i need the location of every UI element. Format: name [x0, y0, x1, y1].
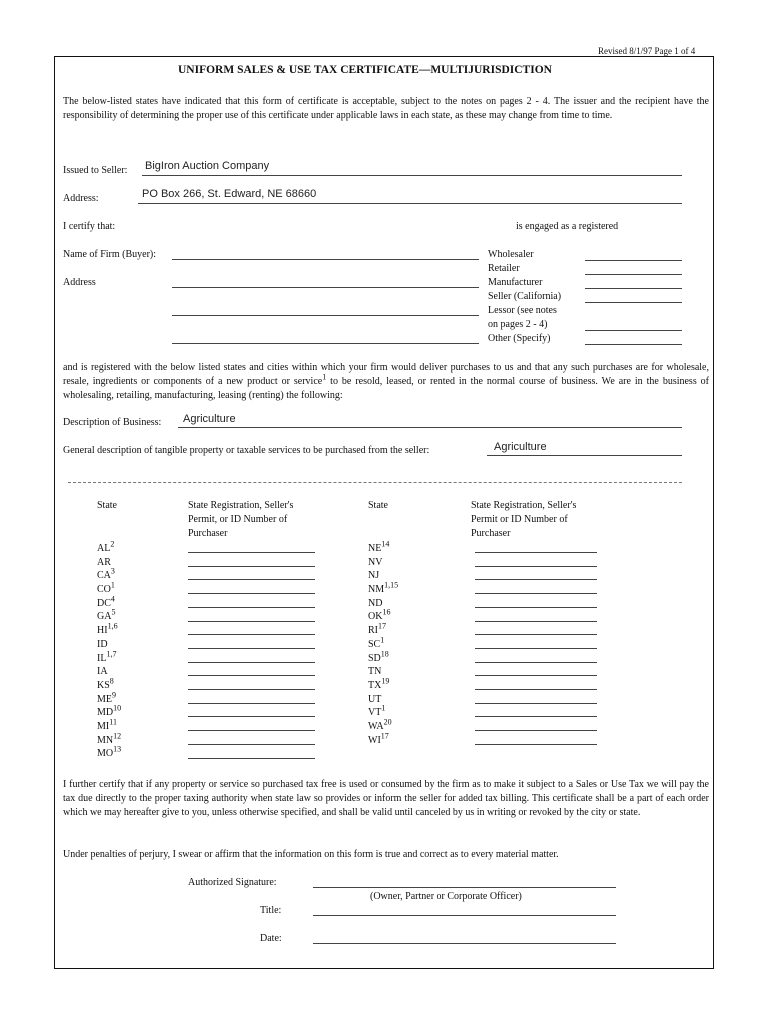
state-al — [97, 539, 121, 556]
state-code: CO — [97, 584, 111, 596]
reg-header-right-1: State Registration, Seller's — [471, 500, 577, 511]
reg-header-right-3: Purchaser — [471, 528, 511, 539]
date-line[interactable] — [313, 943, 616, 944]
state-note-ref: 17 — [380, 731, 389, 741]
state-code: IL — [97, 652, 107, 664]
state-ca — [97, 569, 121, 583]
further-certify-paragraph: I further certify that if any property or service so purchased tax free is used or consumed by the firm as to make it subject to a Sales or Use Tax we will pay the tax due directly to the proper taxing authority when state law so provides or inform the seller for added tax billing. This certificate shall be a part of each order which we may hereafter give to you, unless otherwise specified, and shall be valid until canceled by us in writing or revoked by the city or state. — [63, 779, 709, 818]
state-note-ref: 1,15 — [384, 580, 399, 590]
manufacturer-line[interactable] — [585, 288, 682, 289]
state-nv — [368, 556, 398, 570]
general-description-value[interactable]: Agriculture — [494, 441, 547, 453]
registration-line-sd[interactable] — [475, 662, 597, 663]
retailer-line[interactable] — [585, 274, 682, 275]
state-note-ref: 1 — [380, 635, 385, 645]
state-code: HI — [97, 625, 108, 637]
state-hi — [97, 621, 121, 638]
registration-line-nv[interactable] — [475, 566, 597, 567]
state-code: TN — [368, 666, 382, 678]
address-line — [138, 203, 682, 204]
state-code: RI — [368, 625, 378, 637]
registration-line-tn[interactable] — [475, 675, 597, 676]
reg-header-left-3: Purchaser — [188, 528, 228, 539]
state-code: NV — [368, 556, 383, 568]
registration-line-il[interactable] — [188, 662, 315, 663]
state-note-ref: 3 — [110, 567, 115, 577]
state-code: WA — [368, 720, 384, 732]
perjury-statement: Under penalties of perjury, I swear or affirm that the information on this form is true and correct as to every material matter. — [63, 849, 559, 860]
state-code: NJ — [368, 570, 380, 582]
state-note-ref: 13 — [113, 744, 122, 754]
state-code: IA — [97, 666, 108, 678]
state-wi — [368, 731, 398, 748]
registration-line-al[interactable] — [188, 552, 315, 553]
registration-line-nj[interactable] — [475, 579, 597, 580]
issued-to-line — [142, 175, 682, 176]
state-note-ref: 8 — [109, 676, 114, 686]
business-type-wholesaler: Wholesaler — [488, 249, 534, 260]
state-note-ref: 14 — [381, 539, 390, 549]
business-type-manufacturer: Manufacturer — [488, 277, 543, 288]
registration-line-me[interactable] — [188, 703, 315, 704]
registration-line-mi[interactable] — [188, 730, 315, 731]
other-line[interactable] — [585, 344, 682, 345]
state-note-ref: 1,6 — [107, 621, 118, 631]
description-line — [178, 427, 682, 428]
state-code: VT — [368, 707, 382, 719]
state-note-ref: 10 — [113, 703, 122, 713]
separator-line — [68, 482, 682, 483]
general-description-label: General description of tangible property or taxable services to be purchased from the seller: — [63, 445, 430, 456]
state-note-ref: 5 — [111, 608, 116, 618]
business-type-lessor: Lessor (see notes — [488, 305, 557, 316]
state-code: UT — [368, 693, 382, 705]
address-label: Address: — [63, 193, 99, 204]
registration-line-ga[interactable] — [188, 621, 315, 622]
wholesaler-line[interactable] — [585, 260, 682, 261]
state-note-ref: 1 — [381, 703, 386, 713]
state-code: MN — [97, 734, 114, 746]
state-code: ID — [97, 638, 108, 650]
registration-line-wi[interactable] — [475, 744, 597, 745]
buyer-address-line-2[interactable] — [172, 315, 479, 316]
state-ar — [97, 556, 121, 570]
state-note-ref: 1 — [110, 580, 115, 590]
state-note-ref: 9 — [112, 690, 116, 700]
state-note-ref: 16 — [382, 608, 391, 618]
state-note-ref: 1,7 — [106, 649, 117, 659]
registration-line-nm[interactable] — [475, 593, 597, 594]
state-code: AR — [97, 556, 111, 568]
state-ks — [97, 676, 121, 693]
registered-paragraph: and is registered with the below listed states and cities within which your firm would deliver purchases to us and that any such purchases are for wholesale, resale, ingredients or components of a new product or service$^1$ to be resold, leased, or rented in the normal course of business. We are in the business of wholesaling, retailing, manufacturing, leasing (renting) the following: — [63, 362, 709, 401]
registration-line-ne[interactable] — [475, 552, 597, 553]
firm-name-label: Name of Firm (Buyer): — [63, 249, 157, 260]
registration-line-vt[interactable] — [475, 716, 597, 717]
registration-line-ks[interactable] — [188, 689, 315, 690]
state-note-ref: 11 — [109, 717, 117, 727]
firm-name-line[interactable] — [172, 259, 479, 260]
title-label: Title: — [260, 905, 282, 916]
state-il — [97, 649, 121, 666]
state-note-ref: 20 — [383, 717, 392, 727]
reg-header-left-2: Permit, or ID Number of — [188, 514, 288, 525]
state-note-ref: 19 — [381, 676, 390, 686]
engaged-text: is engaged as a registered — [516, 221, 619, 232]
authorized-signature-label: Authorized Signature: — [188, 877, 277, 888]
lessor-line[interactable] — [585, 330, 682, 331]
buyer-address-line-3[interactable] — [172, 343, 479, 344]
state-code: WI — [368, 734, 381, 746]
registration-line-mn[interactable] — [188, 744, 315, 745]
intro-paragraph: The below-listed states have indicated that this form of certificate is acceptable, subject to the notes on pages 2 - 4. The issuer and the recipient have the responsibility of determining the proper use of this certificate under applicable laws in each state, as these may change from time to time. — [63, 96, 709, 121]
registration-line-ia[interactable] — [188, 675, 315, 676]
state-code: MD — [97, 707, 114, 719]
state-note-ref: 12 — [113, 731, 122, 741]
state-nm — [368, 580, 399, 597]
registration-line-tx[interactable] — [475, 689, 597, 690]
state-sd — [368, 649, 398, 666]
issued-to-label: Issued to Seller: — [63, 165, 128, 176]
reg-header-left-1: State Registration, Seller's — [188, 500, 294, 511]
state-header-right: State — [368, 500, 388, 511]
state-mo — [97, 744, 122, 761]
state-code: NE — [368, 543, 382, 554]
buyer-address-line-1[interactable] — [172, 287, 479, 288]
form-title: UNIFORM SALES & USE TAX CERTIFICATE—MULTIJURISDICTION — [178, 64, 552, 76]
state-code: CA — [97, 570, 111, 582]
registration-line-ok[interactable] — [475, 621, 597, 622]
description-value[interactable]: Agriculture — [183, 413, 236, 425]
state-code: KS — [97, 679, 110, 691]
authorized-signature-line[interactable] — [313, 887, 616, 888]
state-code: GA — [97, 611, 112, 623]
signature-note: (Owner, Partner or Corporate Officer) — [370, 891, 522, 902]
registration-line-ut[interactable] — [475, 703, 597, 704]
state-code: DC — [97, 597, 111, 609]
reg-header-right-2: Permit or ID Number of — [471, 514, 568, 525]
revised-note: Revised 8/1/97 Page 1 of 4 — [598, 46, 696, 56]
business-type-seller-ca: Seller (California) — [488, 291, 562, 302]
title-line[interactable] — [313, 915, 616, 916]
state-note-ref: 18 — [380, 649, 389, 659]
state-code: AL — [97, 543, 111, 554]
registration-line-hi[interactable] — [188, 634, 315, 635]
business-type-retailer: Retailer — [488, 263, 520, 274]
state-co — [97, 580, 121, 597]
registration-line-md[interactable] — [188, 716, 315, 717]
registration-line-co[interactable] — [188, 593, 315, 594]
state-code: SD — [368, 652, 381, 664]
issued-to-value[interactable]: BigIron Auction Company — [145, 160, 270, 172]
general-description-line — [487, 455, 682, 456]
state-code: TX — [368, 679, 382, 691]
seller-ca-line[interactable] — [585, 302, 682, 303]
registration-line-ar[interactable] — [188, 566, 315, 567]
state-code: MI — [97, 720, 110, 732]
state-note-ref: 17 — [378, 621, 386, 631]
state-tx — [368, 676, 398, 693]
registration-line-nd[interactable] — [475, 607, 597, 608]
registration-line-ca[interactable] — [188, 579, 315, 580]
description-label: Description of Business: — [63, 417, 162, 428]
state-code: OK — [368, 611, 383, 623]
state-note-ref: 2 — [110, 539, 115, 549]
state-code: ND — [368, 597, 383, 609]
state-ne — [368, 539, 398, 556]
business-type-other: Other (Specify) — [488, 333, 551, 344]
buyer-address-label: Address — [63, 277, 96, 288]
registration-line-wa[interactable] — [475, 730, 597, 731]
date-label: Date: — [260, 933, 282, 944]
registration-line-dc[interactable] — [188, 607, 315, 608]
right-state-list — [368, 539, 399, 747]
state-dc — [97, 594, 121, 611]
registration-line-ri[interactable] — [475, 634, 597, 635]
business-type-lessor-note: on pages 2 - 4) — [488, 319, 548, 330]
left-state-list — [97, 539, 122, 761]
address-value[interactable]: PO Box 266, St. Edward, NE 68660 — [142, 188, 317, 200]
registration-line-sc[interactable] — [475, 648, 597, 649]
registration-line-mo[interactable] — [188, 758, 315, 759]
state-note-ref: 4 — [110, 594, 115, 604]
state-code: MO — [97, 748, 114, 760]
certify-label: I certify that: — [63, 221, 116, 232]
registration-line-id[interactable] — [188, 648, 315, 649]
state-code: ME — [97, 693, 112, 705]
state-header-left: State — [97, 500, 117, 511]
state-code: NM — [368, 584, 385, 596]
state-code: SC — [368, 638, 381, 650]
